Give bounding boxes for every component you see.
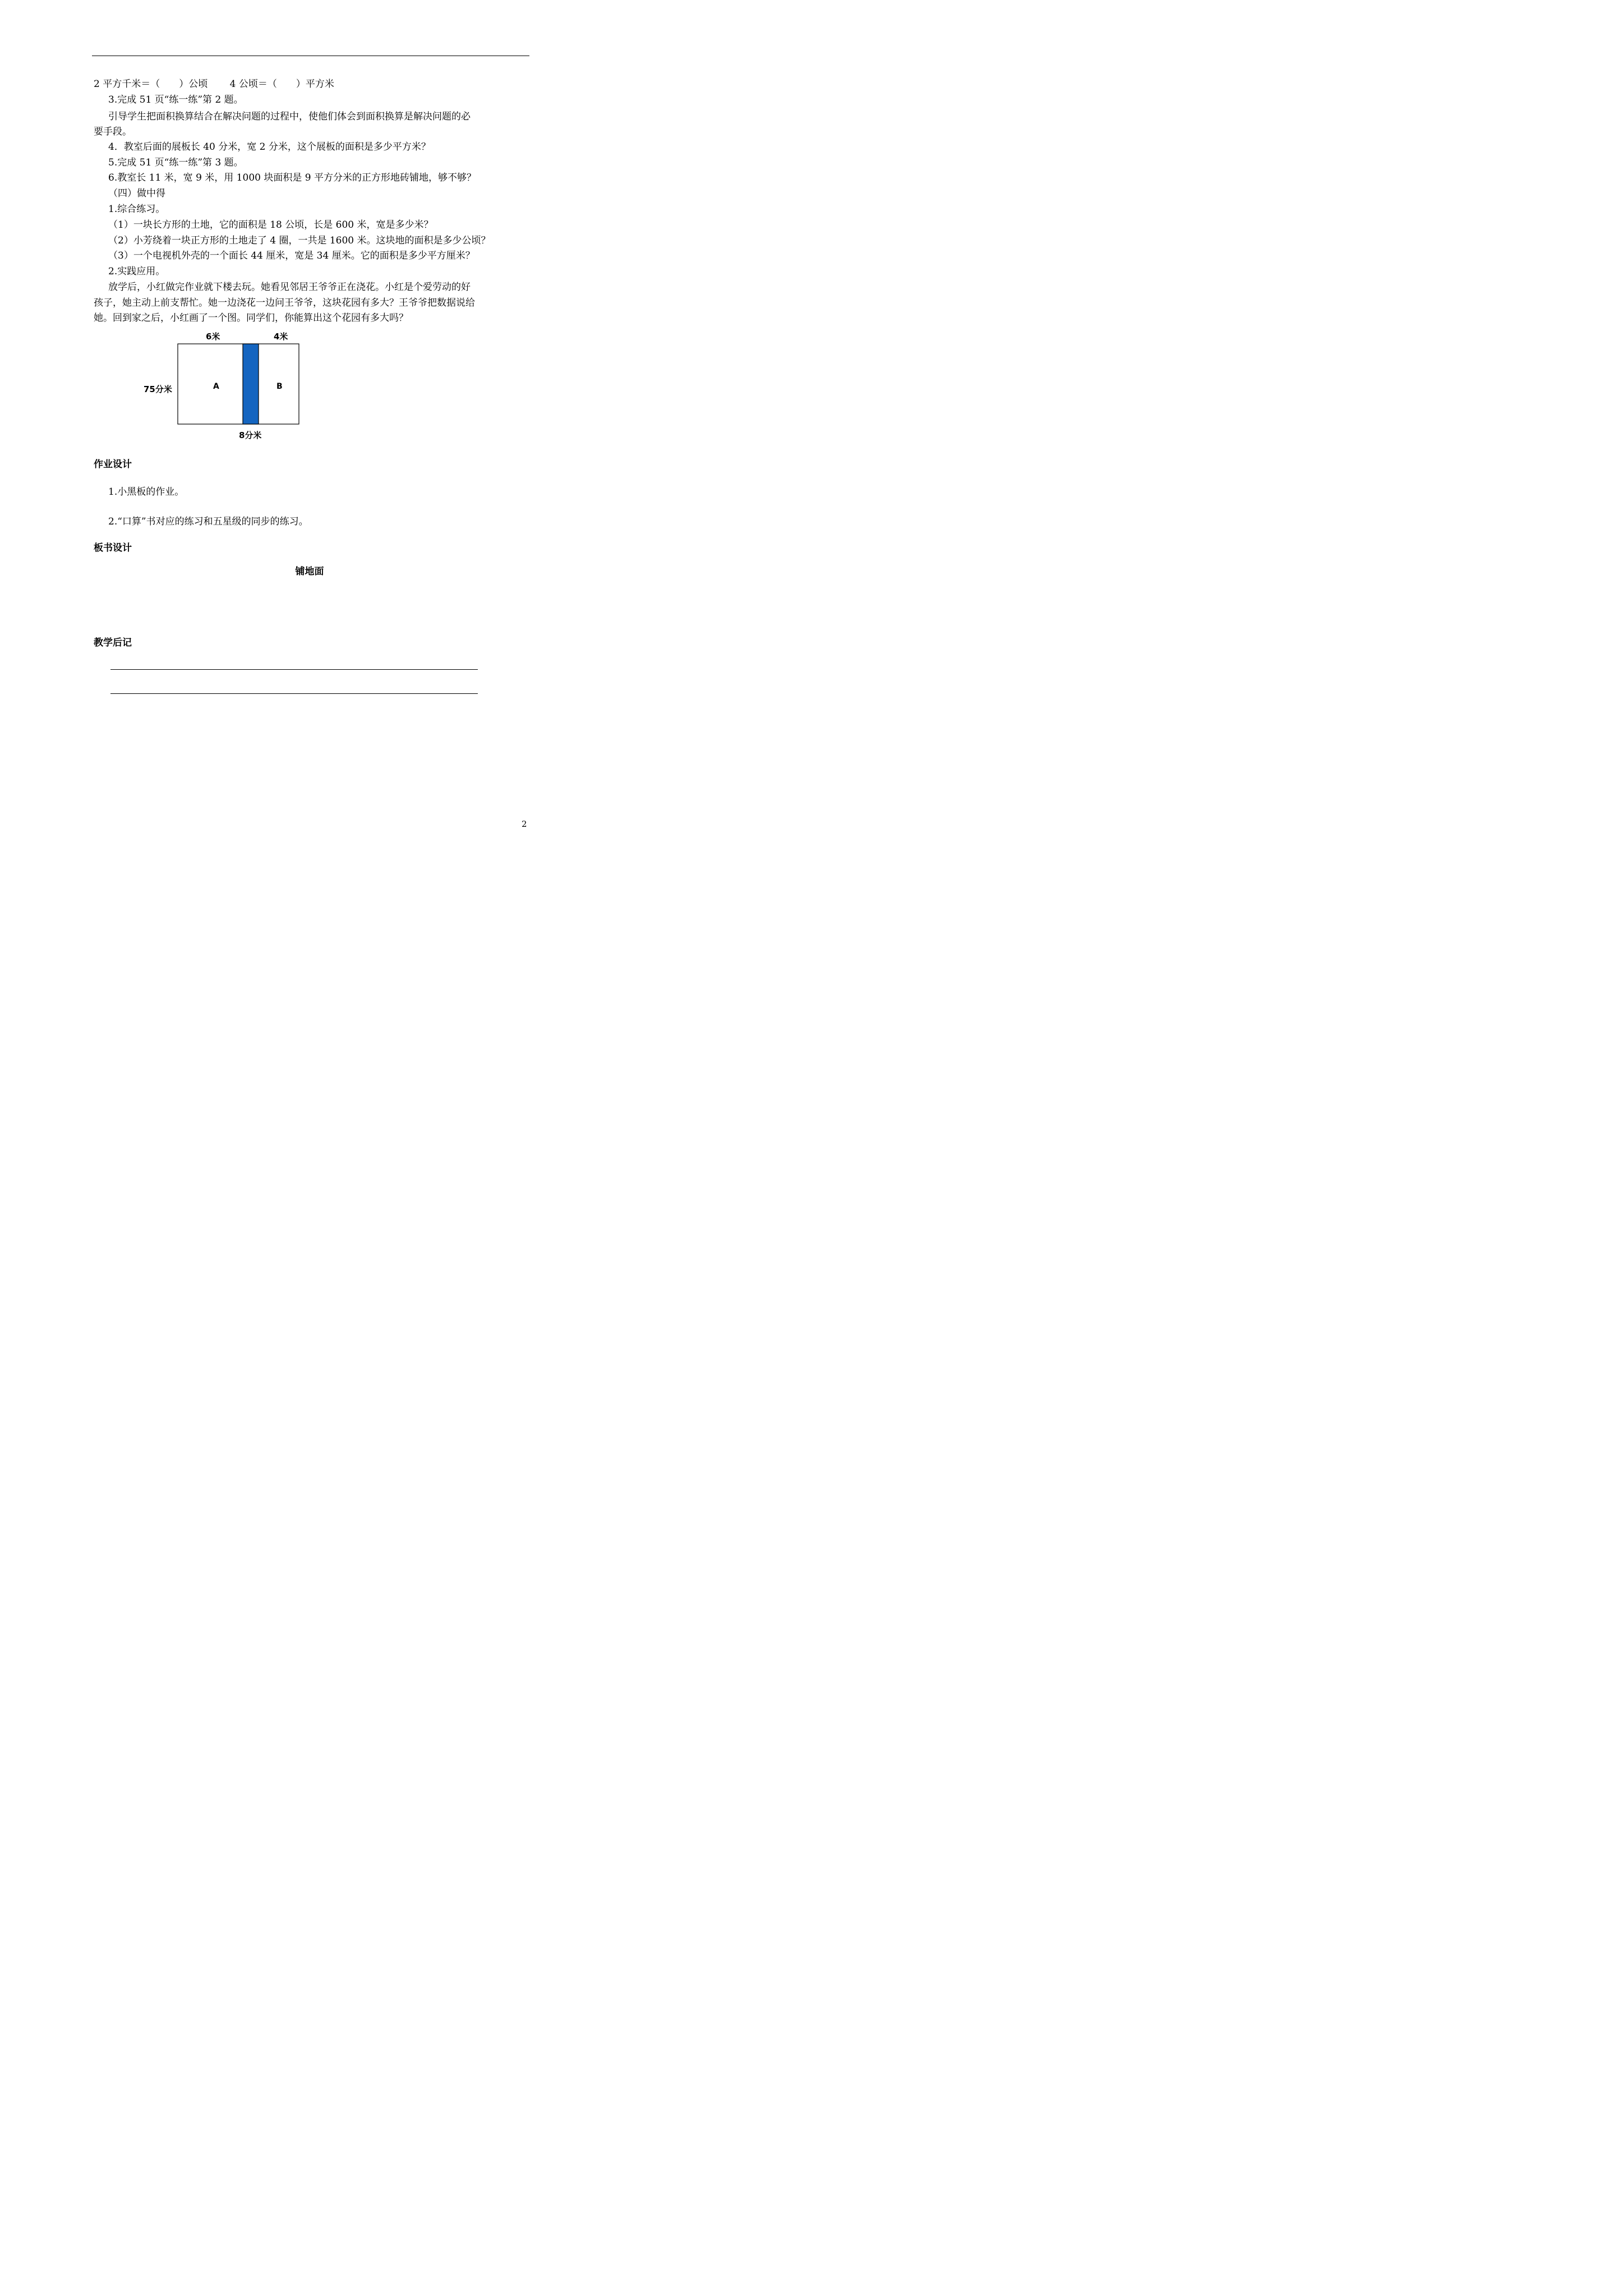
notes-line-2: [110, 693, 478, 694]
comprehensive-practice-line: 1.综合练习。: [108, 204, 165, 215]
region-b-label: B: [276, 382, 283, 391]
homework-item-2: 2.“口算”书对应的练习和五星级的同步的练习。: [108, 516, 308, 527]
page-number: 2: [522, 819, 527, 829]
exercise-4-line: 4．教室后面的展板长 40 分米，宽 2 分米，这个展板的面积是多少平方米？: [108, 141, 431, 153]
top-left-length-label: 6米: [206, 332, 220, 342]
story-line-1: 放学后，小红做完作业就下楼去玩。她看见邻居王爷爷正在浇花。小红是个爱劳动的好: [108, 282, 471, 293]
story-line-3: 她。回到家之后，小红画了一个图。同学们，你能算出这个花园有多大吗？: [94, 312, 408, 324]
strip-width-label: 8分米: [239, 430, 262, 440]
practical-application-line: 2.实践应用。: [108, 266, 165, 277]
homework-item-1: 1.小黑板的作业。: [108, 486, 185, 498]
teaching-notes-heading: 教学后记: [94, 637, 132, 648]
guidance-line-1: 引导学生把面积换算结合在解决问题的过程中，使他们体会到面积换算是解决问题的必: [108, 111, 471, 122]
section-4-heading: （四）做中得: [108, 188, 165, 199]
exercise-6-line: 6.教室长 11 米，宽 9 米，用 1000 块面积是 9 平方分米的正方形地砖铺地，够不够？: [108, 172, 476, 183]
problem-2-line: （2）小芳绕着一块正方形的土地走了 4 圈，一共是 1600 米。这块地的面积是多少公顷？: [108, 235, 491, 246]
exercise-5-line: 5.完成 51 页“练一练”第 3 题。: [108, 157, 243, 168]
conversion-exercise-line: 2 平方千米＝（ ）公顷 4 公顷＝（ ）平方米: [94, 79, 334, 90]
problem-1-line: （1）一块长方形的土地，它的面积是 18 公顷，长是 600 米，宽是多少米？: [108, 219, 434, 231]
notes-line-1: [110, 669, 478, 670]
board-title: 铺地面: [295, 566, 324, 577]
homework-heading: 作业设计: [94, 459, 132, 470]
board-design-heading: 板书设计: [94, 542, 132, 554]
exercise-3-line: 3.完成 51 页“练一练”第 2 题。: [108, 94, 243, 105]
path-strip: [243, 344, 259, 424]
region-a-label: A: [213, 382, 219, 391]
guidance-line-2: 要手段。: [94, 126, 132, 137]
top-right-length-label: 4米: [274, 332, 288, 342]
height-label: 75分米: [144, 384, 172, 394]
problem-3-line: （3）一个电视机外壳的一个面长 44 厘米，宽是 34 厘米。它的面积是多少平方厘米？: [108, 250, 475, 261]
story-line-2: 孩子，她主动上前支帮忙。她一边浇花一边问王爷爷，这块花园有多大？王爷爷把数据说给: [94, 297, 475, 309]
